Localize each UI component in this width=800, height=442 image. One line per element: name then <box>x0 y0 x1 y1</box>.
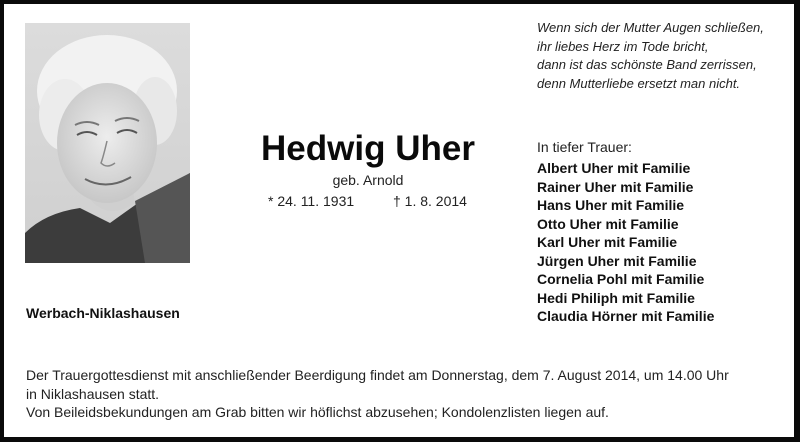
mourner-item: Claudia Hörner mit Familie <box>537 308 715 324</box>
mourner-item: Albert Uher mit Familie <box>537 160 691 176</box>
notice-line: Der Trauergottesdienst mit anschließender Beerdigung findet am Donnerstag, dem 7. August 2014, um 14.00 Uhr <box>26 367 729 383</box>
mourners-list <box>537 159 714 326</box>
poem-line: Wenn sich der Mutter Augen schließen, <box>537 20 764 35</box>
notice-line: in Niklashausen statt. <box>26 385 160 402</box>
mourner-item: Otto Uher mit Familie <box>537 215 679 232</box>
birth-date: * 24. 11. 1931 <box>268 193 355 209</box>
death-date: † 1. 8. 2014 <box>393 193 467 209</box>
mourner-item: Cornelia Pohl mit Familie <box>537 271 705 287</box>
mourners-intro: In tiefer Trauer: <box>537 139 632 155</box>
mourner-item: Hans Uher mit Familie <box>537 197 685 213</box>
maiden-name: geb. Arnold <box>332 172 404 188</box>
funeral-notice <box>26 366 729 422</box>
portrait-photo <box>25 23 190 263</box>
poem-line: ihr liebes Herz im Tode bricht, <box>537 38 709 54</box>
mourner-item: Jürgen Uher mit Familie <box>537 252 697 269</box>
mourner-item: Rainer Uher mit Familie <box>537 178 694 195</box>
poem-line: denn Mutterliebe ersetzt man nicht. <box>537 75 741 91</box>
notice-line: Von Beileidsbekundungen am Grab bitten wir höflichst abzusehen; Kondolenzlisten liegen auf. <box>26 404 609 420</box>
place-name: Werbach-Niklashausen <box>26 305 180 321</box>
poem-line: dann ist das schönste Band zerrissen, <box>537 57 757 72</box>
mourner-item: Karl Uher mit Familie <box>537 234 678 250</box>
memorial-poem <box>537 19 764 93</box>
mourner-item: Hedi Philiph mit Familie <box>537 289 695 306</box>
deceased-name: Hedwig Uher <box>261 129 475 168</box>
